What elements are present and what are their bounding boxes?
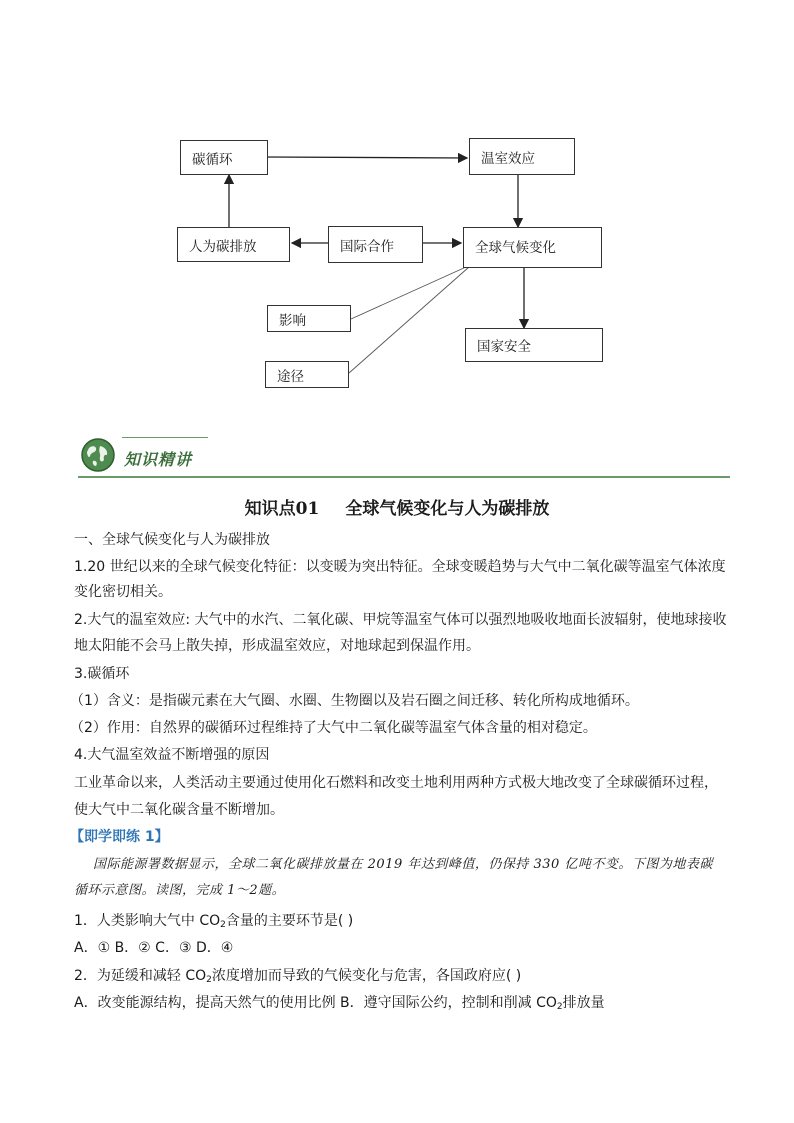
para-4-line-1: 工业革命以来，人类活动主要通过使用化石燃料和改变土地利用两种方式极大地改变了全球碳循环过程，	[74, 775, 718, 791]
question-2-opt-pre: A．改变能源结构，提高天然气的使用比例 B．遵守国际公约，控制和削减 CO	[74, 995, 557, 1011]
question-1	[74, 911, 353, 935]
question-2-opt-post: 排放量	[562, 995, 605, 1011]
para-4-line-2: 使大气中二氧化碳含量不断增加。	[74, 802, 284, 818]
node-greenhouse-effect: 温室效应	[469, 138, 575, 175]
para-3-item-1: （1）含义：是指碳元素在大气圈、水圈、生物圈以及岩石圈之间迁移、转化所构成地循环。	[70, 693, 639, 709]
section-code: 知识点01	[244, 499, 320, 519]
heading-1: 一、全球气候变化与人为碳排放	[74, 532, 270, 548]
knowledge-header-title: 知识精讲	[124, 450, 193, 469]
header-top-rule	[122, 437, 208, 438]
question-2-sub: 2	[206, 975, 212, 985]
question-2-pre: 2．为延缓和减轻 CO	[74, 968, 207, 984]
para-3-item-2: （2）作用：自然界的碳循环过程维持了大气中二氧化碳等温室气体含量的相对稳定。	[70, 720, 597, 736]
section-title-text: 全球气候变化与人为碳排放	[345, 499, 550, 519]
intro-line-1: 国际能源署数据显示，全球二氧化碳排放量在 2019 年达到峰值，仍保持 330 亿吨不变。下图为地表碳	[93, 857, 713, 872]
para-1-line-2: 变化密切相关。	[74, 584, 172, 600]
header-bottom-rule	[78, 476, 730, 478]
question-1-post: 含量的主要环节是( )	[225, 913, 354, 929]
question-2	[74, 966, 521, 990]
intro-line-2: 循环示意图。读图，完成 1～2题。	[74, 883, 286, 898]
para-1-line-1: 1.20 世纪以来的全球气候变化特征：以变暖为突出特征。全球变暖趋势与大气中二氧化碳等温室气体浓度	[74, 559, 726, 575]
question-1-options: A．① B．② C．③ D．④	[74, 940, 234, 956]
para-2-line-1: 2.大气的温室效应: 大气中的水汽、二氧化碳、甲烷等温室气体可以强烈地吸收地面长波辐射，使地球接收	[74, 612, 727, 628]
question-2-opt-sub: 2	[556, 1002, 563, 1012]
node-global-climate-change: 全球气候变化	[463, 227, 602, 268]
node-pathway: 途径	[265, 361, 349, 388]
concept-diagram	[0, 0, 794, 420]
line-change-to-impact	[351, 267, 466, 319]
para-3-title: 3.碳循环	[74, 666, 130, 682]
para-4-title: 4.大气温室效益不断增强的原因	[74, 747, 270, 763]
arrow-carbon-to-greenhouse	[267, 157, 467, 158]
question-2-options-ab	[74, 993, 605, 1017]
question-2-post: 浓度增加而导致的气候变化与危害，各国政府应( )	[211, 968, 522, 984]
para-2-line-2: 地太阳能不会马上散失掉，形成温室效应，对地球起到保温作用。	[74, 638, 480, 654]
practice-tag: 【即学即练 1】	[70, 829, 169, 845]
globe-icon	[80, 437, 116, 473]
section-title	[0, 494, 794, 519]
node-national-security: 国家安全	[465, 328, 603, 362]
node-intl-cooperation: 国际合作	[328, 226, 423, 263]
question-1-sub: 2	[220, 920, 226, 930]
node-human-emission: 人为碳排放	[177, 227, 290, 262]
question-1-pre: 1．人类影响大气中 CO	[74, 913, 221, 929]
node-impact: 影响	[267, 305, 351, 332]
knowledge-header	[78, 434, 730, 478]
line-change-to-pathway	[349, 267, 469, 373]
node-carbon-cycle: 碳循环	[180, 140, 268, 175]
